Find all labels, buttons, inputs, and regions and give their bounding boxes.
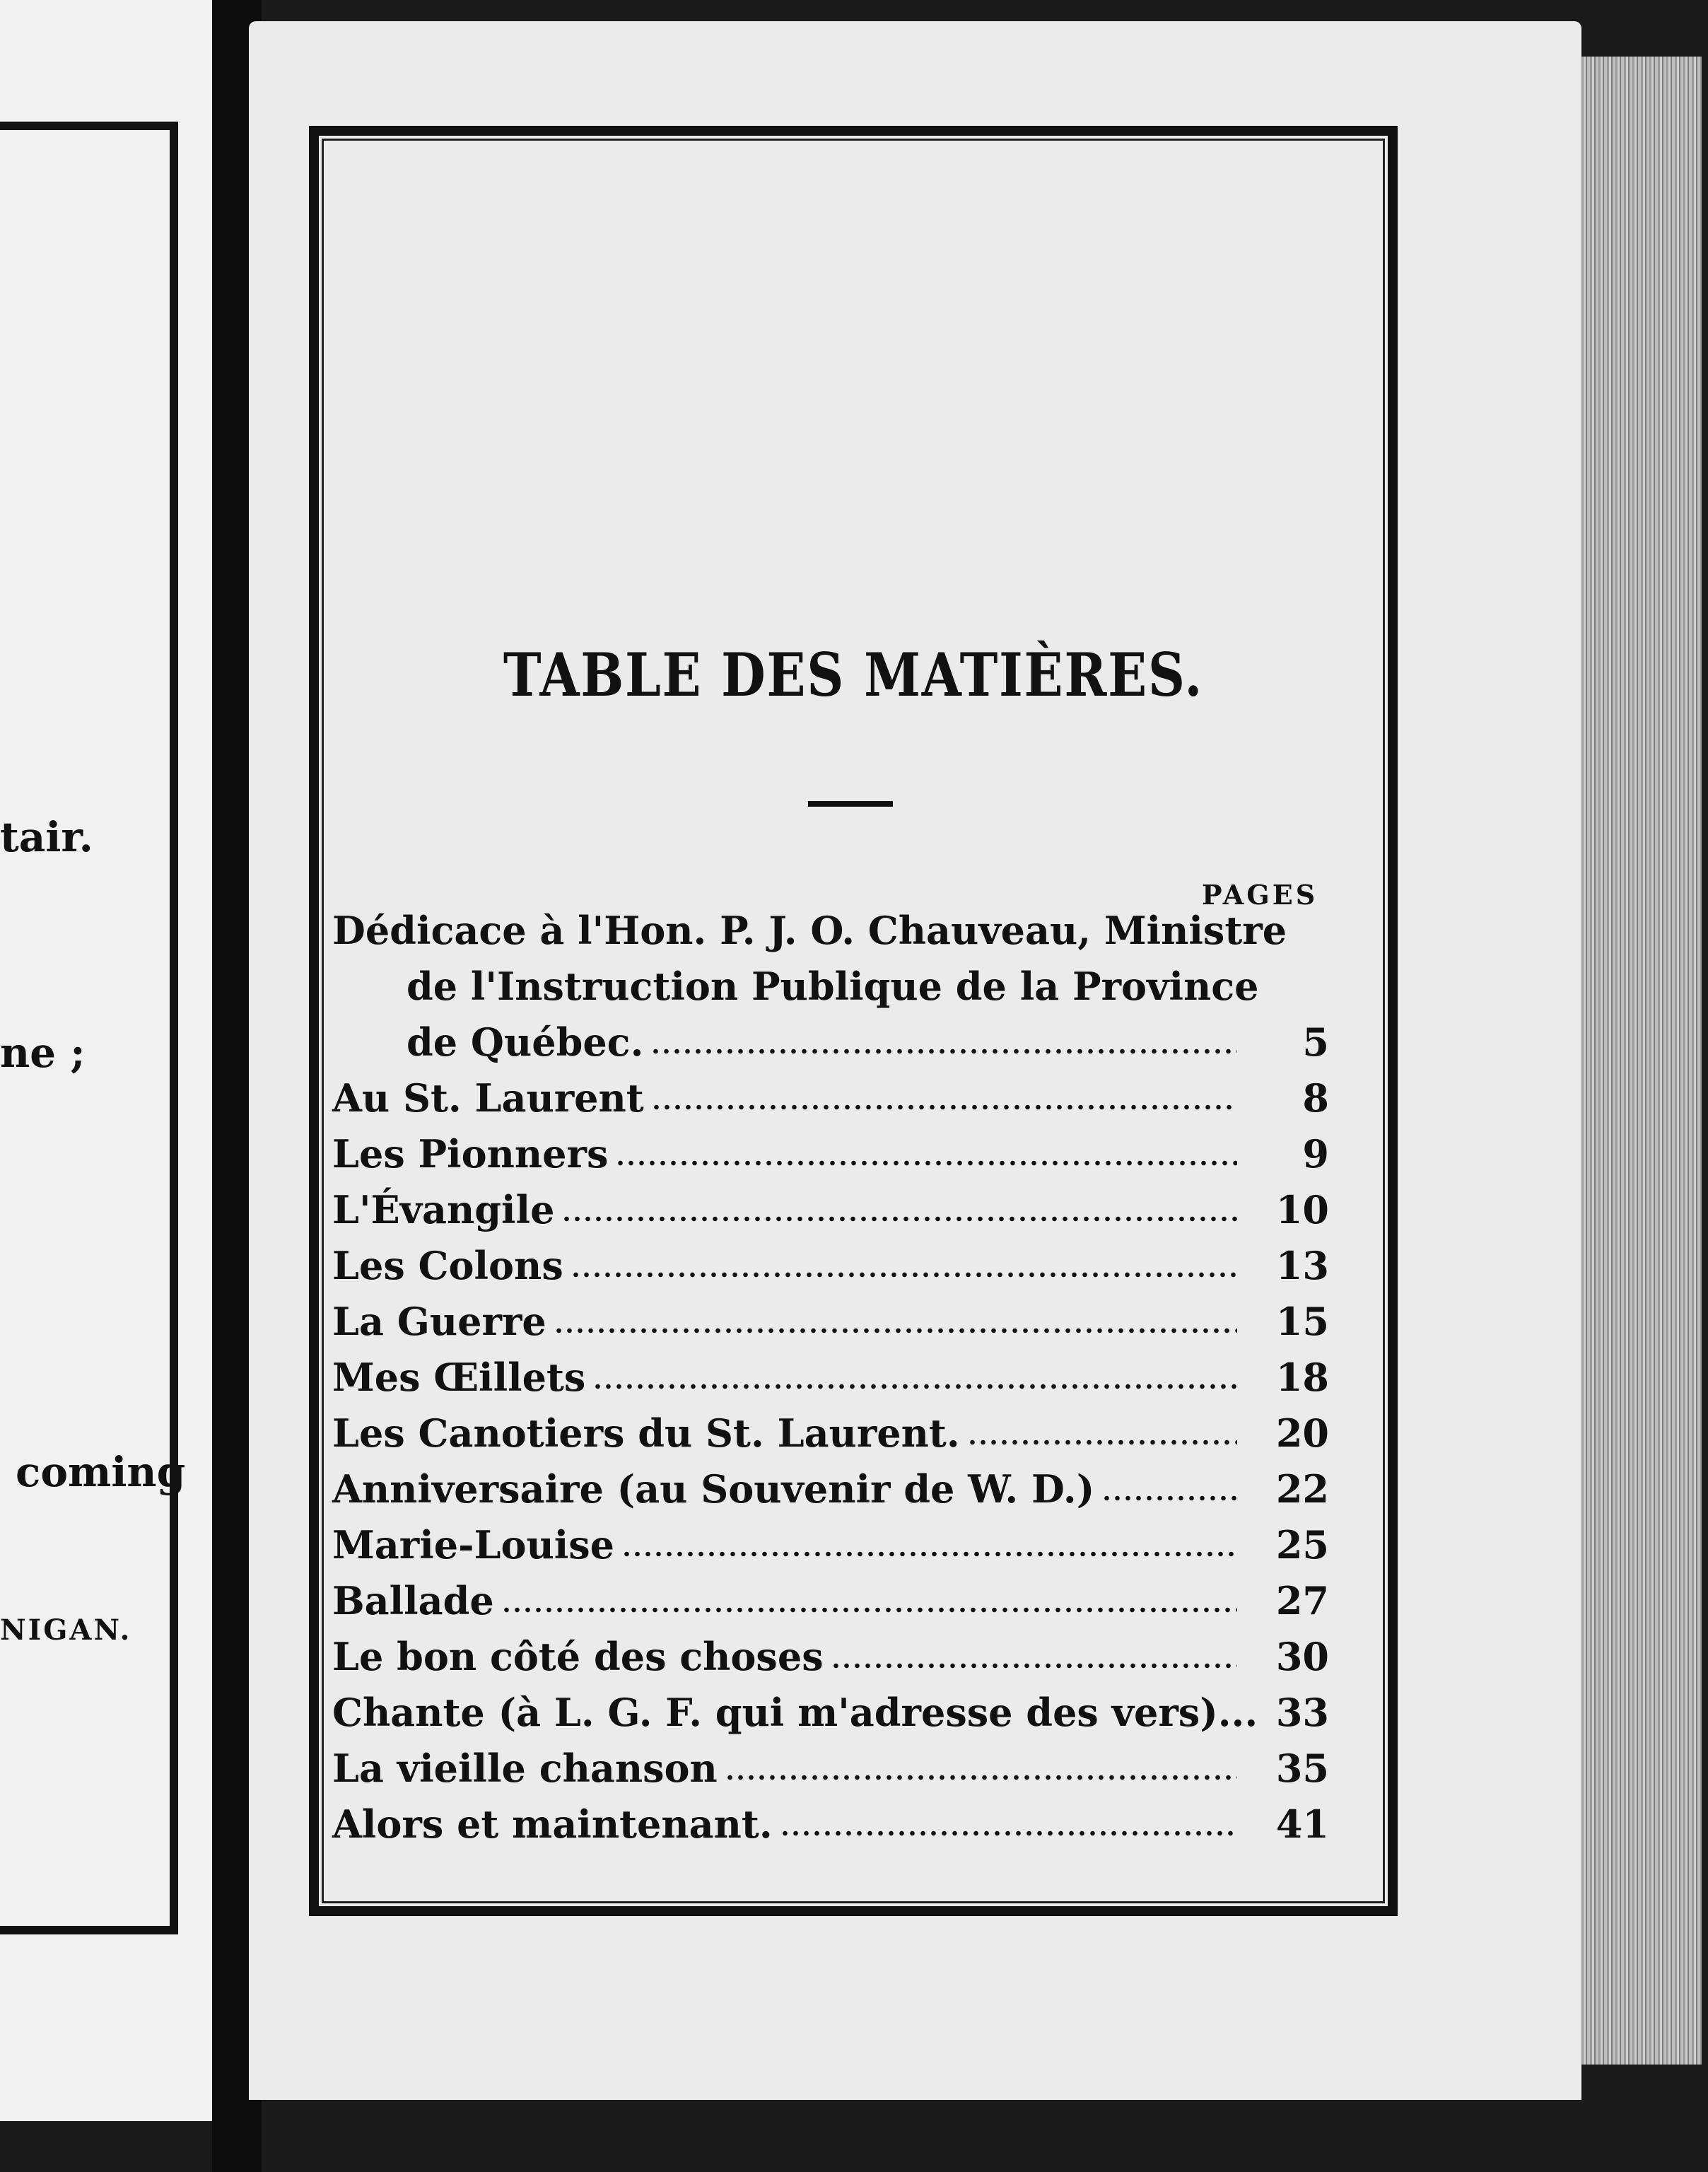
left-page-fragment: tair. [0,813,93,861]
toc-entry-page: 10 [1275,1187,1329,1232]
toc-entry [332,1685,1350,1741]
toc-entry-page: 22 [1275,1466,1329,1512]
left-page-fragment: NIGAN. [0,1613,132,1647]
toc-entry-title: Les Canotiers du St. Laurent. [332,1411,960,1456]
dot-leader [967,1438,1237,1447]
toc-entry-page: 25 [1275,1522,1329,1567]
toc-entry-page: 27 [1275,1578,1329,1623]
toc-entry-page: 41 [1275,1802,1329,1847]
toc-entry-line: Dédicace à l'Hon. P. J. O. Chauveau, Ministre [332,908,1287,953]
dot-leader [725,1773,1237,1782]
dot-leader [615,1159,1237,1167]
toc-entry-title: de l'Instruction Publique de la Province [406,964,1259,1009]
toc-entry-page: 18 [1275,1355,1329,1400]
dot-leader [561,1215,1237,1223]
toc-entry-page: 9 [1302,1131,1329,1176]
dot-leader [650,1047,1237,1056]
title-divider [808,801,893,807]
toc-entry [332,1070,1350,1126]
dot-leader [501,1606,1237,1614]
toc-entry [332,1517,1350,1573]
dot-leader [571,1271,1237,1279]
dot-leader [621,1550,1237,1558]
dot-leader [592,1382,1237,1391]
toc-entry [332,1797,1350,1852]
toc-entry-page: 30 [1275,1634,1329,1679]
toc-entry-page: 8 [1302,1075,1329,1121]
toc-entry-title: La vieille chanson [332,1746,718,1791]
toc-entry-title: Anniversaire (au Souvenir de W. D.) [332,1466,1095,1512]
toc-entry-title: Le bon côté des choses [332,1634,824,1679]
left-page-fragment: coming [16,1448,186,1496]
left-page-border [0,122,178,1934]
toc-entry [332,1294,1350,1350]
toc-entry-title: Les Pionners [332,1131,609,1176]
toc-entry-title: Marie-Louise [332,1522,615,1567]
pages-column-label: PAGES [1202,879,1318,911]
toc-entry [332,1573,1350,1629]
toc-entry [332,1741,1350,1797]
toc-entry-title: Alors et maintenant. [332,1802,773,1847]
toc-entry-title: Chante (à L. G. F. qui m'adresse des vers)... [332,1690,1258,1735]
toc-entry-line [332,959,1350,1015]
toc-entry-page: 20 [1275,1411,1329,1456]
toc-entry [332,1406,1350,1461]
toc-entry [332,1126,1350,1182]
dot-leader [1101,1494,1237,1502]
dot-leader [831,1662,1237,1670]
toc-entry-page: 13 [1275,1243,1329,1288]
page-fore-edge [1581,57,1702,2065]
toc-entry-title: Mes Œillets [332,1355,586,1400]
dot-leader [651,1103,1237,1111]
toc-entry-title: Au St. Laurent [332,1075,644,1121]
toc-entry [332,1629,1350,1685]
dot-leader [780,1829,1237,1838]
left-facing-page [0,0,212,2121]
toc-entry [332,1350,1350,1406]
left-page-fragment: ne ; [0,1029,86,1077]
toc-entry-page: 15 [1275,1299,1329,1344]
toc-entry-page: 33 [1275,1690,1329,1735]
toc-list [332,903,1350,1852]
toc-entry [332,1461,1350,1517]
toc-entry-title: de Québec. [406,1020,644,1065]
toc-entry-title: Les Colons [332,1243,563,1288]
page-title: TABLE DES MATIÈRES. [503,640,1204,710]
toc-entry-title: La Guerre [332,1299,546,1344]
toc-entry-page: 5 [1302,1020,1329,1065]
toc-entry-title: L'Évangile [332,1187,555,1232]
toc-entry-title: Ballade [332,1578,494,1623]
toc-entry [332,1015,1350,1070]
toc-entry-page: 35 [1275,1746,1329,1791]
dot-leader [554,1326,1237,1335]
toc-entry [332,1238,1350,1294]
toc-entry [332,1182,1350,1238]
